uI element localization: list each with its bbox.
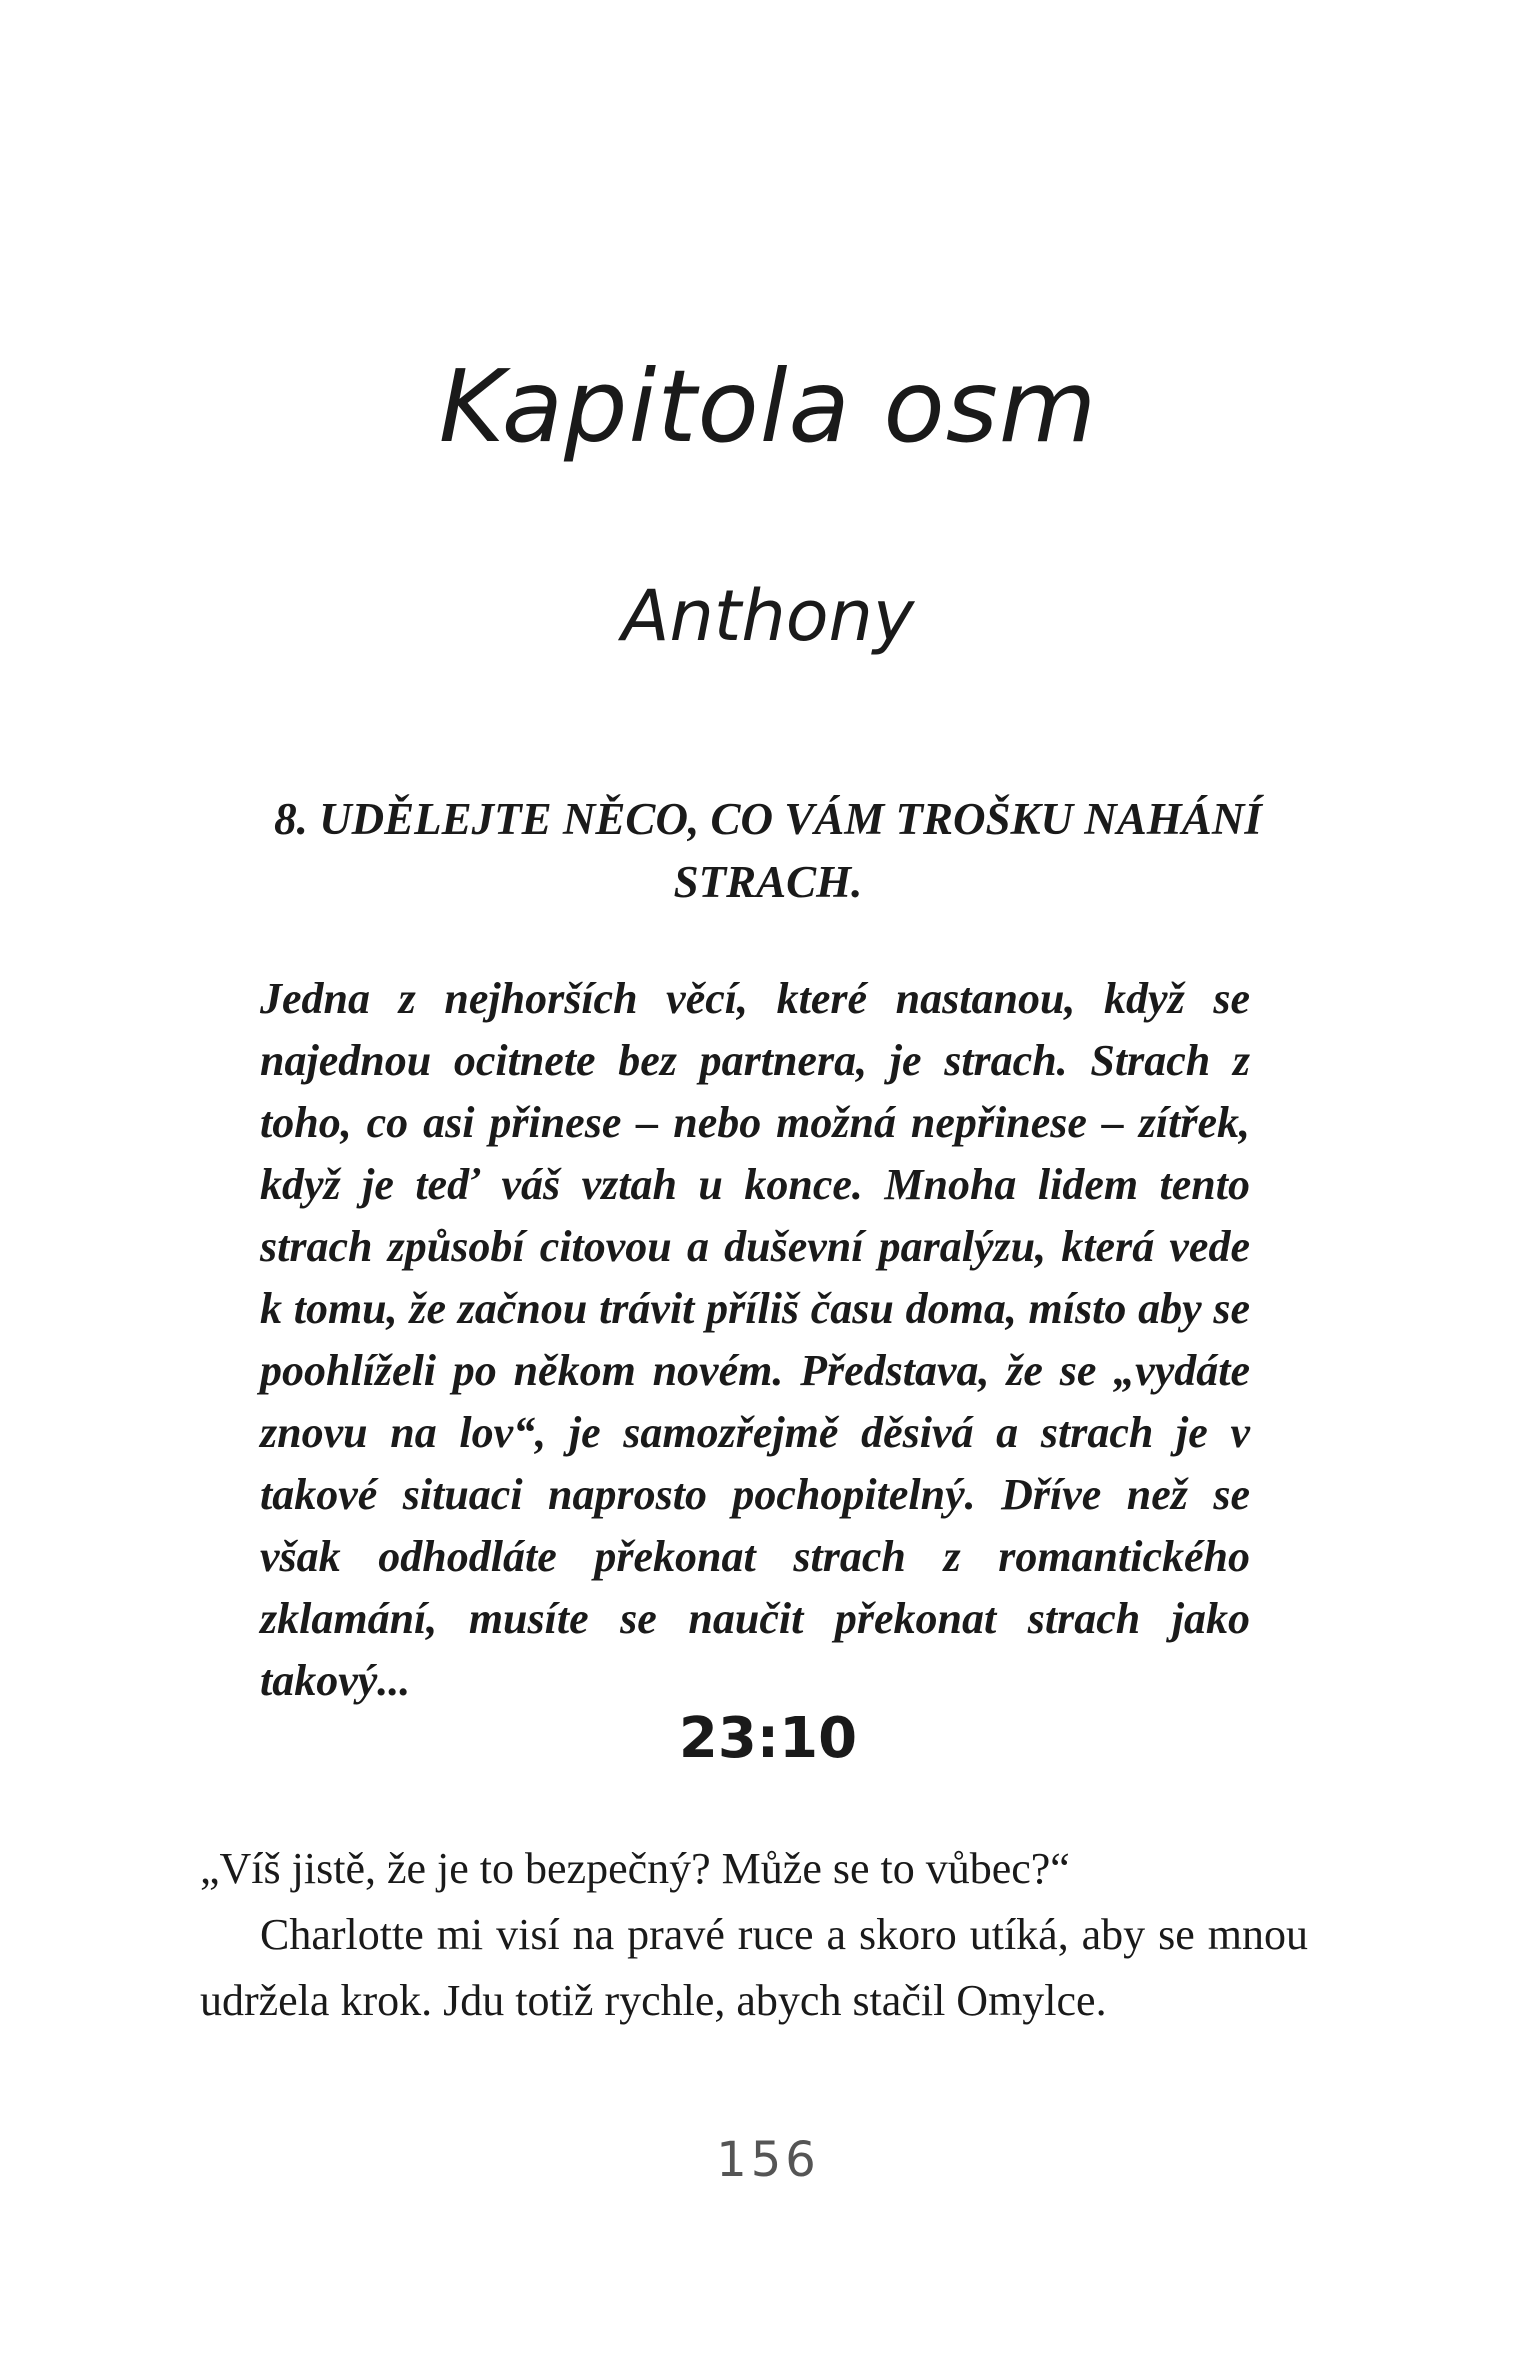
page-number: 156	[716, 2132, 820, 2188]
narrator-name: Anthony	[621, 575, 915, 657]
body-paragraph-narration: Charlotte mi visí na pravé ruce a skoro utíká, aby se mnou udržela krok. Jdu totiž rychle, abych stačil Omylce.	[200, 1910, 1308, 2025]
advice-paragraph: Jedna z nejhorších věcí, které nastanou, když se najednou ocitnete bez partnera, je strach. Strach z toho, co asi přinese – nebo možná nepřinese – zítřek, když je teď váš vztah u konce. Mnoha lidem tento strach způsobí citovou a duševní paralýzu, která vede k tomu, že začnou trávit příliš času doma, místo aby se poohlíželi po někom novém. Představa, že se „vydáte znovu na lov“, je samozřejmě děsivá a strach je v takové situaci naprosto pochopitelný. Dříve než se však odhodláte překonat strach z romantického zklamání, musíte se naučit překonat strach jako takový...	[260, 974, 1250, 1705]
rule-heading: 8. UDĚLEJTE NĚCO, CO VÁM TROŠKU NAHÁNÍ STRACH.	[274, 794, 1262, 907]
body-text	[200, 1836, 1308, 2034]
chapter-title: Kapitola osm	[438, 348, 1098, 465]
body-paragraph-dialogue: „Víš jistě, že je to bezpečný? Může se to vůbec?“	[200, 1844, 1070, 1893]
scene-time: 23:10	[678, 1706, 858, 1771]
